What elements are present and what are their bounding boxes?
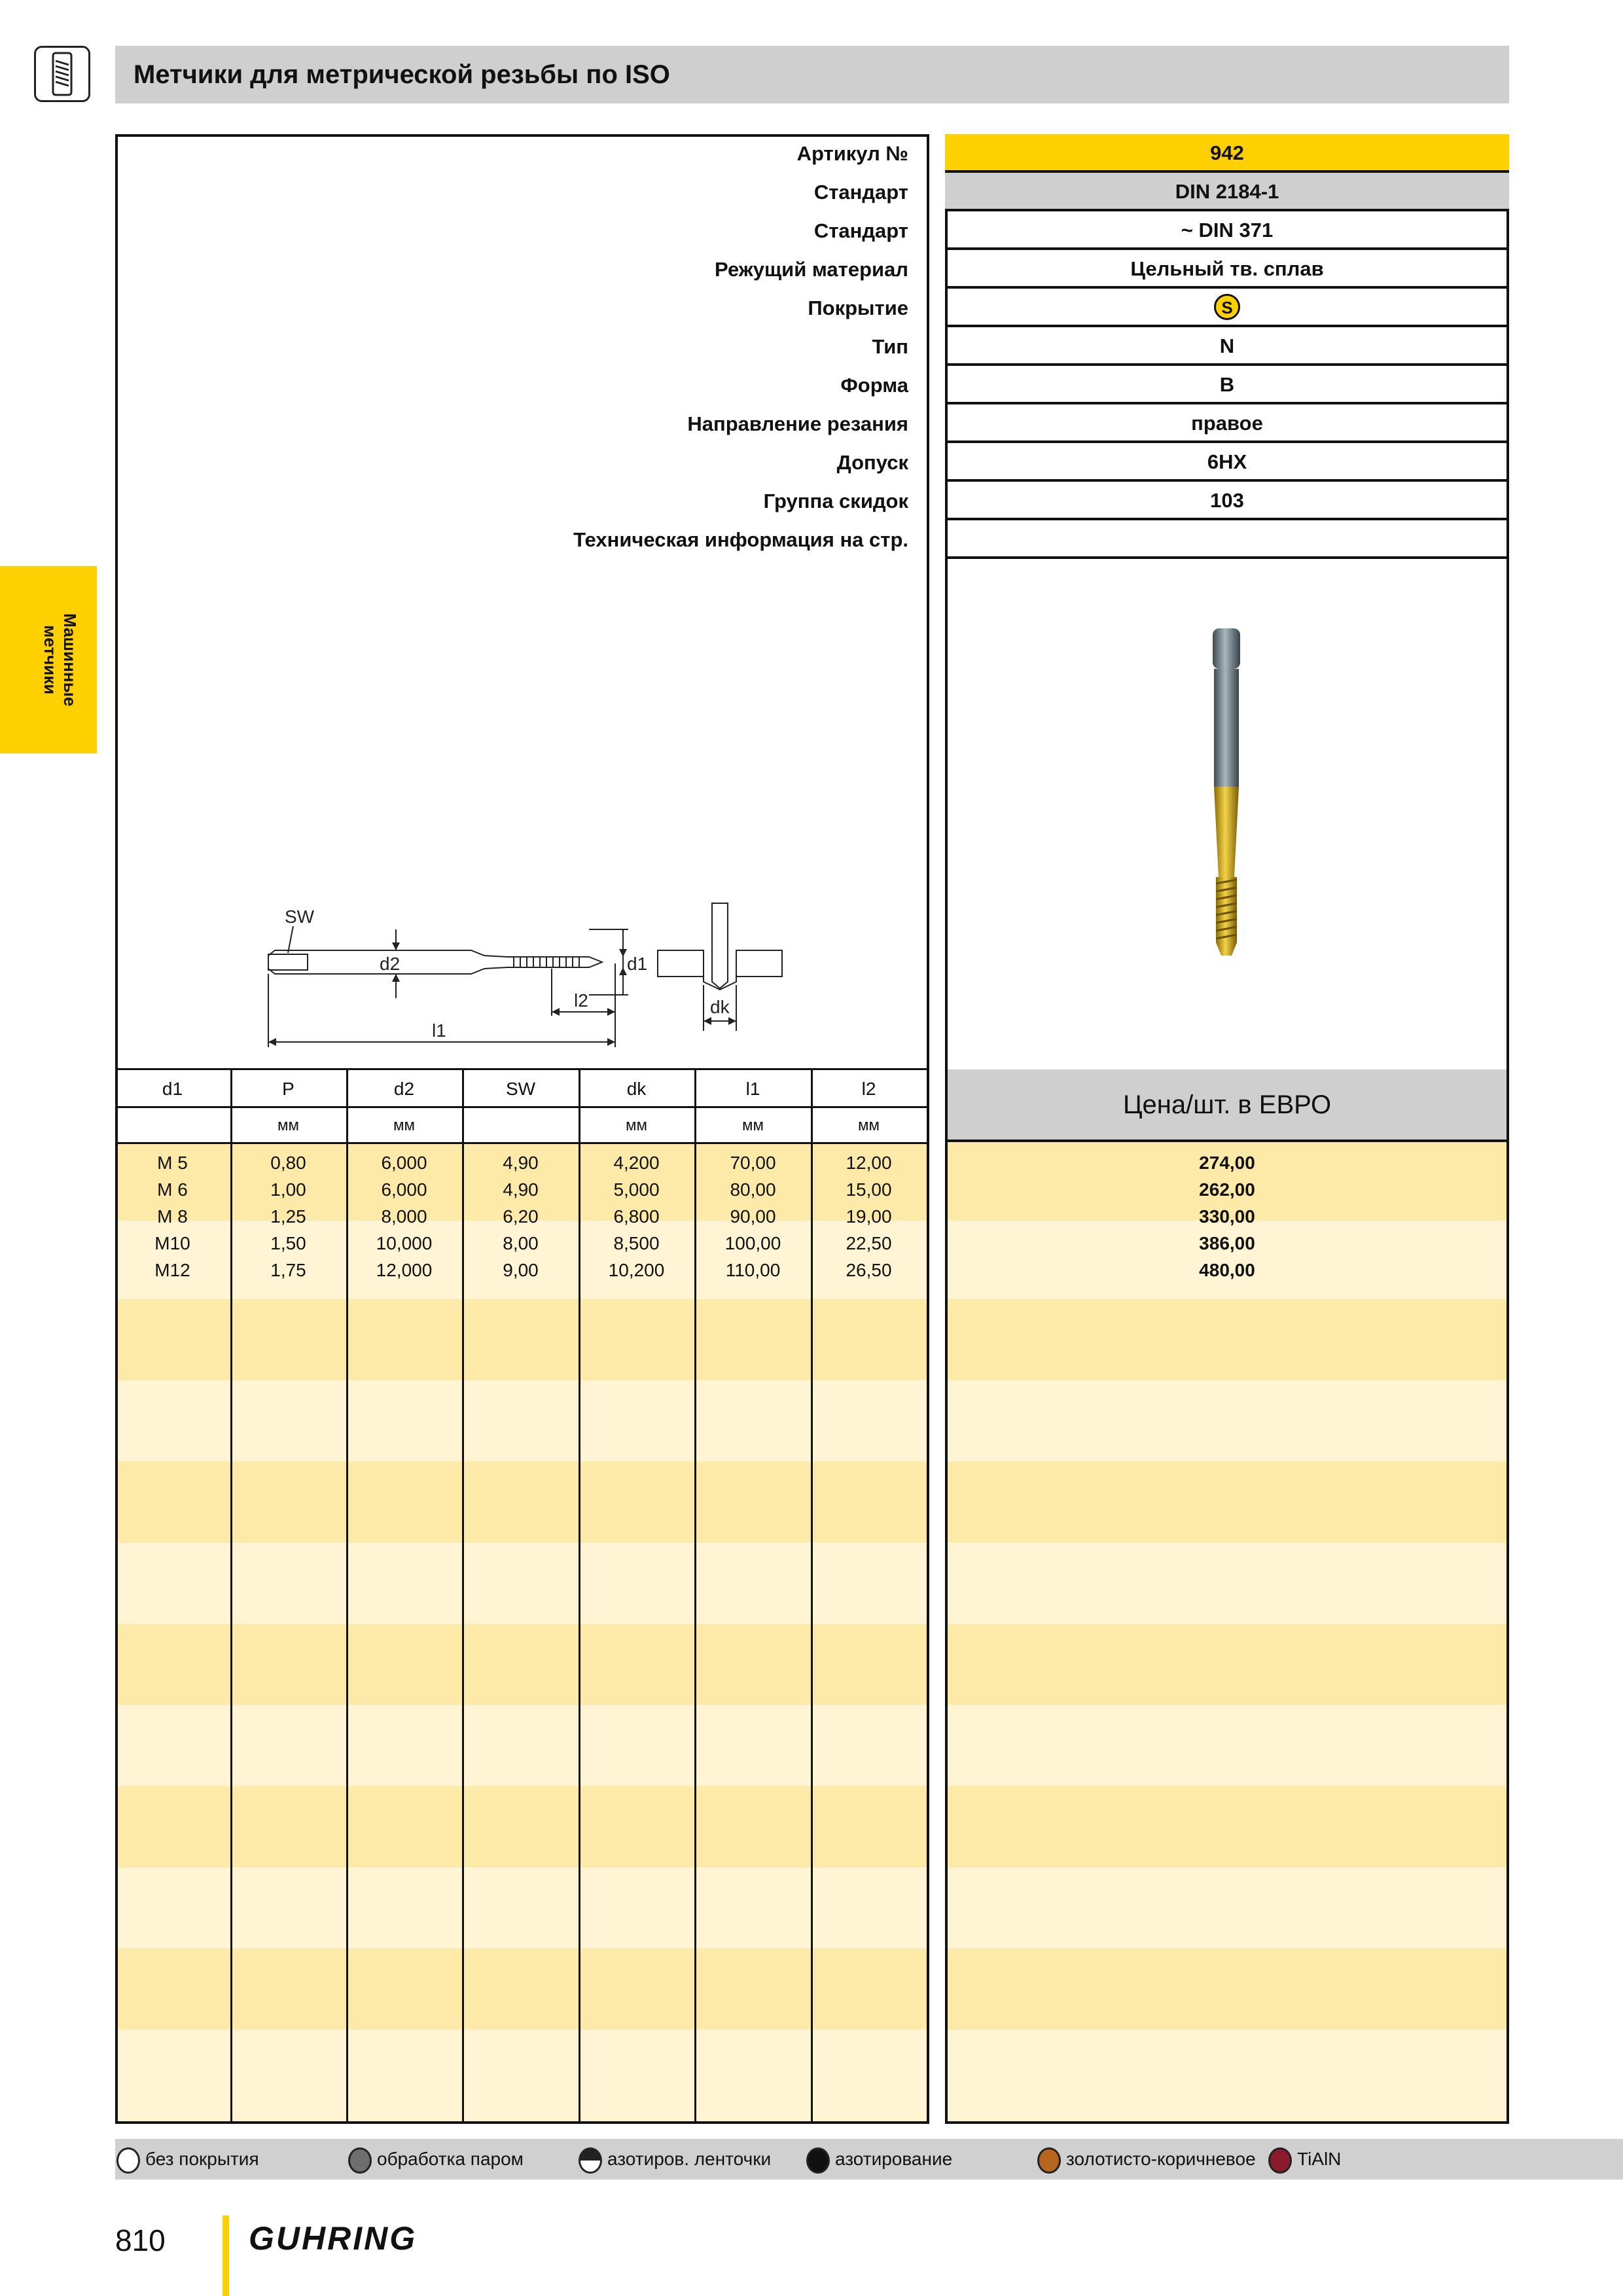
table-cell: M10: [154, 1233, 190, 1253]
drawing-label-l2: l2: [574, 990, 588, 1011]
type-value: N: [945, 327, 1509, 366]
legend-label: азотирование: [835, 2149, 953, 2169]
legend-label: без покрытия: [145, 2149, 259, 2169]
gold-brown-icon: [1037, 2147, 1061, 2174]
attr-label-coating: Покрытие: [808, 296, 908, 319]
brand-logo: GUHRING: [249, 2220, 418, 2257]
table-cell: 0,80: [270, 1153, 306, 1173]
price-header: Цена/шт. в ЕВРО: [1122, 1090, 1332, 1119]
tolerance-value: 6HX: [945, 443, 1509, 482]
table-cell: 6,800: [613, 1206, 660, 1227]
drawing-label-d2: d2: [380, 954, 401, 974]
attr-label-article: Артикул №: [796, 142, 908, 165]
table-cell: 15,00: [846, 1179, 892, 1200]
tialn-icon: [1268, 2147, 1292, 2174]
table-cell: 19,00: [846, 1206, 892, 1227]
page-title: Метчики для метрической резьбы по ISO: [134, 60, 670, 89]
table-cell: 10,000: [376, 1233, 433, 1253]
col-header-d2: d2: [393, 1079, 415, 1099]
attr-label-type: Тип: [872, 335, 908, 358]
table-cell: 80,00: [730, 1179, 776, 1200]
drawing-label-l1: l1: [432, 1020, 446, 1041]
col-header-dk: dk: [626, 1079, 647, 1099]
col-unit-d2: мм: [393, 1117, 415, 1134]
price-cell: 274,00: [1199, 1153, 1255, 1173]
attr-label-standard-1: Стандарт: [813, 181, 908, 204]
col-unit-p: мм: [277, 1117, 299, 1134]
attr-label-tech-info: Техническая информация на стр.: [573, 528, 908, 551]
table-cell: M12: [154, 1260, 190, 1280]
table-cell: 1,50: [270, 1233, 306, 1253]
legend-label: золотисто-коричневое: [1066, 2149, 1256, 2169]
nitrided-lands-icon: [579, 2147, 602, 2174]
coating-badge-icon: S: [1214, 294, 1240, 320]
legend-label: азотиров. ленточки: [607, 2149, 772, 2169]
table-cell: 6,000: [381, 1179, 427, 1200]
discount-group-value: 103: [945, 482, 1509, 520]
drawing-label-dk: dk: [710, 997, 730, 1017]
table-cell: 90,00: [730, 1206, 776, 1227]
legend-item-nitrided-lands: [579, 2140, 771, 2178]
drawing-label-sw: SW: [285, 906, 315, 927]
legend-item-uncoated: [116, 2140, 259, 2178]
table-cell: 5,000: [613, 1179, 660, 1200]
col-header-d1: d1: [162, 1079, 183, 1099]
table-cell: 6,20: [503, 1206, 539, 1227]
table-cell: 8,500: [613, 1233, 660, 1253]
tech-info-value: [945, 520, 1509, 559]
direction-value: правое: [945, 404, 1509, 443]
col-unit-dk: мм: [626, 1117, 647, 1134]
standard-value-2: ~ DIN 371: [945, 211, 1509, 250]
attr-label-standard-2: Стандарт: [813, 219, 908, 242]
table-cell: M 6: [157, 1179, 188, 1200]
col-header-p: P: [282, 1079, 294, 1099]
table-cell: 1,00: [270, 1179, 306, 1200]
table-cell: 12,000: [376, 1260, 433, 1280]
table-cell: 9,00: [503, 1260, 539, 1280]
table-cell: 6,000: [381, 1153, 427, 1173]
tap-dimension-drawing: [249, 890, 798, 1054]
drawing-label-d1: d1: [627, 954, 648, 974]
form-value: B: [945, 366, 1509, 404]
table-cell: 26,50: [846, 1260, 892, 1280]
table-cell: 8,00: [503, 1233, 539, 1253]
table-cell: 8,000: [381, 1206, 427, 1227]
table-cell: M 5: [157, 1153, 188, 1173]
col-unit-l2: мм: [858, 1117, 880, 1134]
price-cell: 480,00: [1199, 1260, 1255, 1280]
table-cell: 22,50: [846, 1233, 892, 1253]
table-cell: 4,200: [613, 1153, 660, 1173]
attr-label-direction: Направление резания: [687, 412, 908, 435]
table-cell: 4,90: [503, 1179, 539, 1200]
price-cell: 330,00: [1199, 1206, 1255, 1227]
attr-label-tolerance: Допуск: [836, 451, 908, 474]
table-cell: 1,75: [270, 1260, 306, 1280]
table-cell: 12,00: [846, 1153, 892, 1173]
uncoated-icon: [116, 2147, 140, 2174]
article-number: 942: [945, 134, 1509, 173]
page-number: 810: [115, 2223, 166, 2257]
legend-item-gold-brown: [1037, 2140, 1256, 2178]
side-tab-label: Машинные метчики: [41, 613, 80, 707]
standard-value-1: DIN 2184-1: [945, 173, 1509, 211]
attr-label-material: Режущий материал: [715, 258, 908, 281]
nitrided-icon: [806, 2147, 830, 2174]
price-cell: 262,00: [1199, 1179, 1255, 1200]
table-cell: 4,90: [503, 1153, 539, 1173]
col-header-l1: l1: [745, 1079, 760, 1099]
col-unit-l1: мм: [742, 1117, 764, 1134]
legend-label: обработка паром: [377, 2149, 524, 2169]
steam-treated-icon: [348, 2147, 372, 2174]
table-cell: 70,00: [730, 1153, 776, 1173]
col-header-l2: l2: [861, 1079, 876, 1099]
table-cell: 1,25: [270, 1206, 306, 1227]
attr-label-discount-group: Группа скидок: [763, 490, 908, 512]
legend-item-nitrided: [806, 2140, 952, 2178]
table-cell: 10,200: [608, 1260, 665, 1280]
table-cell: 110,00: [725, 1260, 781, 1280]
footer-accent-rule: [223, 2215, 229, 2296]
table-cell: M 8: [157, 1206, 188, 1227]
price-cell: 386,00: [1199, 1233, 1255, 1253]
attr-label-form: Форма: [840, 374, 908, 397]
legend-label: TiAlN: [1297, 2149, 1342, 2169]
tap-logo-icon: [34, 46, 90, 102]
legend-item-steam: [348, 2140, 524, 2178]
col-header-sw: SW: [505, 1079, 536, 1099]
legend-item-tialn: [1268, 2140, 1341, 2178]
tap-product-image: [1191, 628, 1263, 962]
coating-value: [945, 289, 1509, 327]
material-value: Цельный тв. сплав: [945, 250, 1509, 289]
table-cell: 100,00: [724, 1233, 781, 1253]
